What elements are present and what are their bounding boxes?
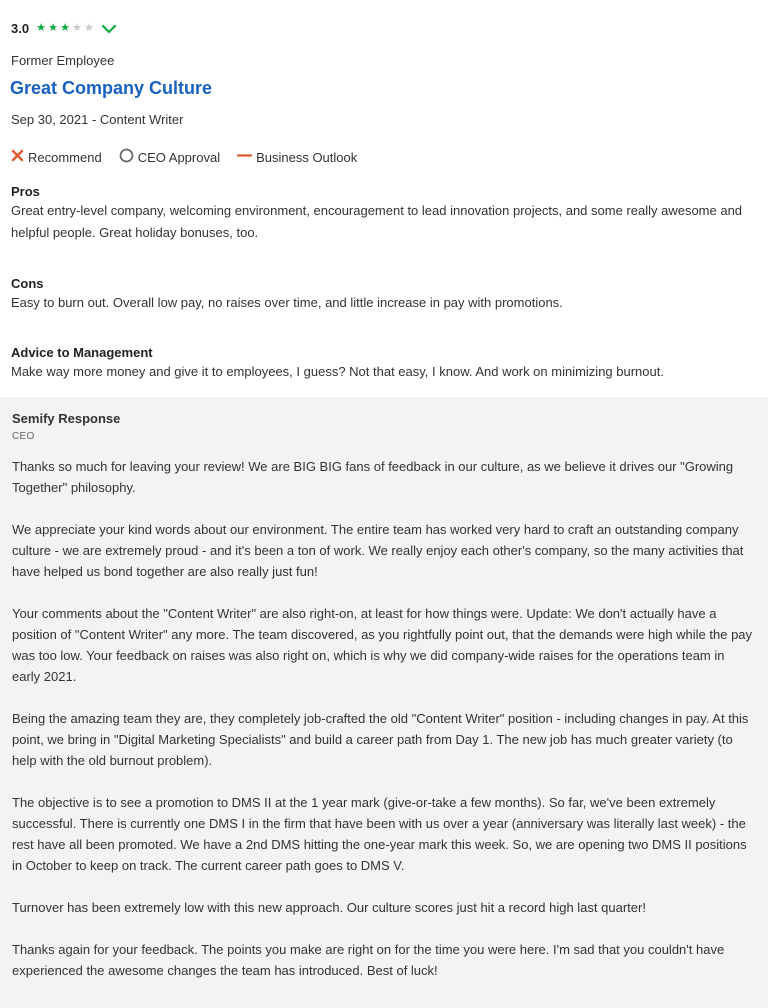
pros-section [11,184,754,244]
response-paragraph: Turnover has been extremely low with this new approach. Our culture scores just hit a record high last quarter! [12,900,646,915]
employee-status: Former Employee [11,53,115,68]
star-filled-icon: ★ [36,22,47,34]
review-meta: Sep 30, 2021 - Content Writer [11,112,184,127]
response-paragraph: Your comments about the "Content Writer" are also right-on, at least for how things were. Update: We don't actually have a position of "Content Writer" any more. The team discovered, as you rightfully point out, that the demands were high while the pay was too low. Your feedback on raises was also right on, which is why we did company-wide raises for the operations team in early 2021. [12,606,753,684]
employer-response [0,397,768,1008]
business-outlook-label: Business Outlook [256,149,358,165]
pros-text: Great entry-level company, welcoming environment, encouragement to lead innovation projects, and some really awesome and helpful people. Great holiday bonuses, too. [11,203,743,240]
pros-heading: Pros [11,184,40,199]
chevron-down-icon[interactable] [101,22,117,34]
review-indicators [11,148,374,166]
overall-rating: 3.0 [11,20,30,36]
x-icon [11,149,24,165]
circle-icon [119,148,134,166]
star-filled-icon: ★ [60,22,71,34]
rating-row [11,18,117,38]
review-title[interactable]: Great Company Culture [10,78,213,98]
star-empty-icon: ★ [72,22,83,34]
response-role: CEO [12,431,35,442]
advice-section [11,345,754,383]
dash-icon [237,149,252,165]
response-paragraph: Being the amazing team they are, they completely job-crafted the old "Content Writer" position - including changes in pay. At this point, we bring in "Digital Marketing Specialists" and build a career path from Day 1. The new job has much greater variety (to help with the old burnout problem). [12,711,749,768]
recommend-label: Recommend [28,149,102,165]
response-author: Semify Response [12,411,121,426]
star-rating [35,22,95,34]
ceo-approval-label: CEO Approval [137,149,221,165]
business-outlook-indicator [237,149,357,165]
response-paragraph: The objective is to see a promotion to DMS II at the 1 year mark (give-or-take a few months). So far, we've been extremely successful. There is currently one DMS I in the firm that have been with us over a year (anniversary was literally last week) - the rest have all been promoted. We have a 2nd DMS hitting the one-year mark this week. So, we are opening two DMS II positions in October to keep on track. The current career path goes to DMS V. [12,795,747,873]
response-paragraph: Thanks so much for leaving your review! We are BIG BIG fans of feedback in our culture, as we believe it drives our "Growing Together" philosophy. [12,459,734,495]
cons-section [11,276,754,314]
cons-text: Easy to burn out. Overall low pay, no raises over time, and little increase in pay with promotions. [11,295,563,310]
advice-heading: Advice to Management [11,345,153,360]
ceo-approval-indicator [119,148,220,166]
cons-heading: Cons [11,276,44,291]
advice-text: Make way more money and give it to employees, I guess? Not that easy, I know. And work on minimizing burnout. [11,364,664,379]
star-filled-icon: ★ [48,22,59,34]
response-paragraph: Thanks again for your feedback. The points you make are right on for the time you were here. I'm sad that you couldn't have experienced the awesome changes the team has introduced. Best of luck! [12,942,725,978]
star-empty-icon: ★ [84,22,95,34]
response-paragraph: We appreciate your kind words about our environment. The entire team has worked very hard to craft an outstanding company culture - we are extremely proud - and it's been a ton of work. We really enjoy each other's company, so the many activities that have helped us bond together are also really just fun! [12,522,744,579]
recommend-indicator [11,149,102,165]
